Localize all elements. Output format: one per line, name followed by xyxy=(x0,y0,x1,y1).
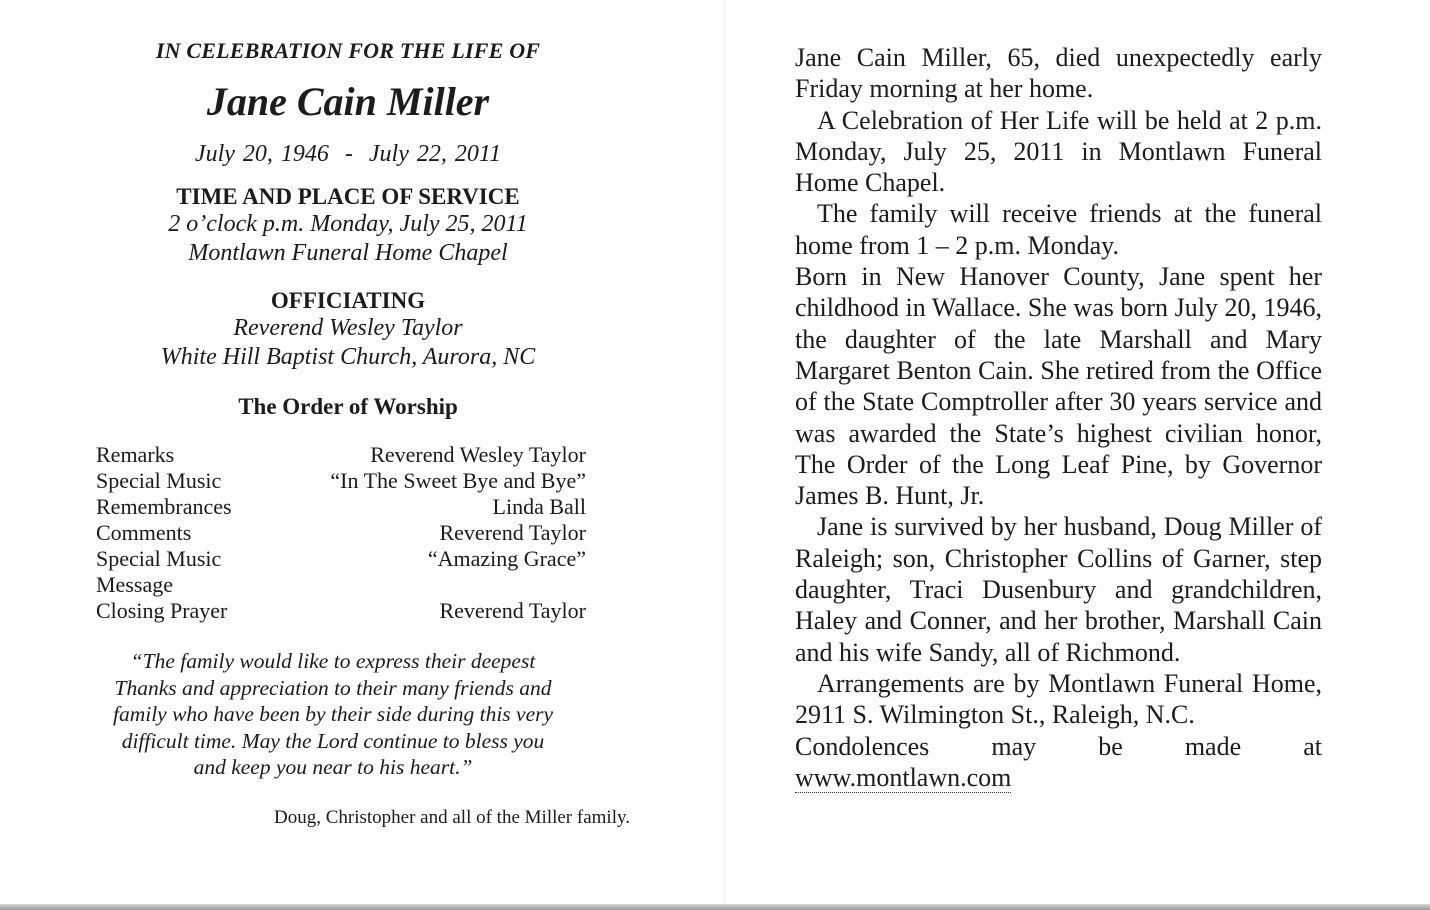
quote-line: and keep you near to his heart.” xyxy=(193,755,473,779)
service-place: Montlawn Funeral Home Chapel xyxy=(188,240,508,266)
quote-line: difficult time. May the Lord continue to bless you xyxy=(121,728,545,753)
officiant-name: Reverend Wesley Taylor xyxy=(233,315,463,341)
family-quote xyxy=(66,648,600,781)
service-time: 2 o’clock p.m. Monday, July 25, 2011 xyxy=(168,211,528,237)
intro-line: IN CELEBRATION FOR THE LIFE OF xyxy=(155,38,541,63)
obituary-paragraph: Jane is survived by her husband, Doug Miller of Raleigh; son, Christopher Collins of Garner, step daughter, Traci Dusenbury and grandchildren, Haley and Conner, and her brother, Marshall Cain and his wife Sandy, all of Richmond. xyxy=(795,512,1322,667)
order-item: Remembrances xyxy=(96,494,232,519)
website-link[interactable]: www.montlawn.com xyxy=(795,762,1012,792)
condolences-line xyxy=(795,731,1322,762)
obituary-paragraph: The family will receive friends at the funeral home from 1 – 2 p.m. Monday. xyxy=(795,199,1322,260)
deceased-name: Jane Cain Miller xyxy=(206,79,490,124)
center-fold xyxy=(724,0,725,905)
order-detail: “In The Sweet Bye and Bye” xyxy=(330,468,586,493)
life-dates: July 20, 1946 - July 22, 2011 xyxy=(194,141,502,167)
condolences-word: may xyxy=(991,731,1037,761)
order-detail: Reverend Taylor xyxy=(439,598,586,623)
order-item: Special Music xyxy=(96,468,222,493)
quote-line: Thanks and appreciation to their many friends and xyxy=(114,675,552,700)
obituary-paragraph: A Celebration of Her Life will be held at 2 p.m. Monday, July 25, 2011 in Montlawn Funeral Home Chapel. xyxy=(795,105,1322,198)
order-row xyxy=(96,468,586,494)
order-item: Comments xyxy=(96,520,192,545)
order-row xyxy=(96,546,586,572)
service-heading: TIME AND PLACE OF SERVICE xyxy=(176,184,520,209)
order-of-worship xyxy=(96,442,586,624)
church-name: White Hill Baptist Church, Aurora, NC xyxy=(160,344,536,370)
family-signoff: Doug, Christopher and all of the Miller family. xyxy=(274,806,630,828)
condolences-word: be xyxy=(1098,731,1123,761)
order-item: Message xyxy=(96,572,173,597)
order-item: Special Music xyxy=(96,546,222,571)
condolences-word: Condolences xyxy=(795,731,930,761)
order-item: Remarks xyxy=(96,442,175,467)
quote-line: “The family would like to express their deepest xyxy=(130,649,536,673)
order-row xyxy=(96,572,586,598)
order-detail: Reverend Wesley Taylor xyxy=(370,442,586,467)
order-row xyxy=(96,494,586,520)
obituary-paragraph: Born in New Hanover County, Jane spent her childhood in Wallace. She was born July 20, 1946, the daughter of the late Marshall and Mary Margaret Benton Cain. She retired from the Office of the State Comptroller after 30 years service and was awarded the State’s highest civilian honor, The Order of the Long Leaf Pine, by Governor James B. Hunt, Jr. xyxy=(795,262,1322,511)
order-row xyxy=(96,598,586,624)
order-item: Closing Prayer xyxy=(96,598,228,623)
condolences-word: at xyxy=(1303,731,1322,761)
order-row xyxy=(96,442,586,468)
order-detail: Linda Ball xyxy=(492,494,586,519)
order-detail: “Amazing Grace” xyxy=(427,546,586,571)
order-row xyxy=(96,520,586,546)
obituary-paragraph: Arrangements are by Montlawn Funeral Home, 2911 S. Wilmington St., Raleigh, N.C. xyxy=(795,668,1322,730)
page-bottom-edge xyxy=(0,904,1430,910)
obituary-panel xyxy=(795,42,1322,793)
left-panel xyxy=(96,38,630,829)
quote-line: family who have been by their side during this very xyxy=(112,702,554,726)
officiating-heading: OFFICIATING xyxy=(270,288,426,313)
order-detail: Reverend Taylor xyxy=(439,520,586,545)
condolences-word: made xyxy=(1184,731,1242,761)
obituary-paragraph: Jane Cain Miller, 65, died unexpectedly early Friday morning at her home. xyxy=(795,43,1322,104)
worship-heading: The Order of Worship xyxy=(238,394,458,419)
